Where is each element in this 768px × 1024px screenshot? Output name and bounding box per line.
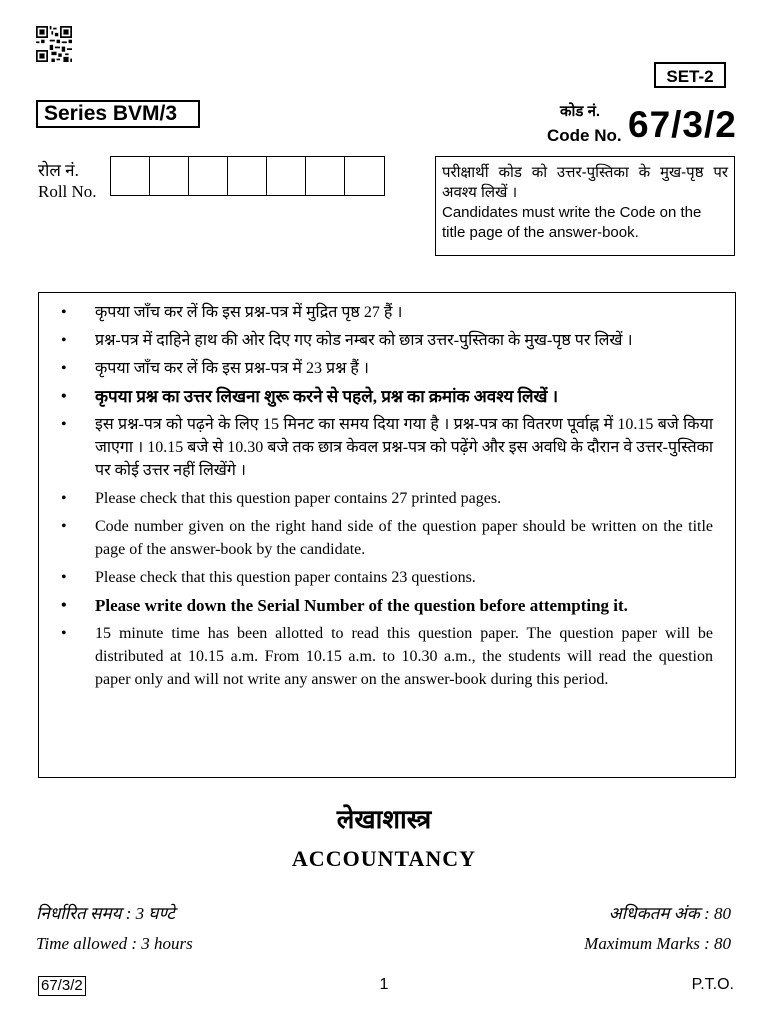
roll-label-english: Roll No. bbox=[38, 182, 97, 201]
qr-code-icon bbox=[36, 26, 72, 62]
subject-title-hindi: लेखाशास्त्र bbox=[336, 805, 432, 834]
candidate-note-box bbox=[435, 156, 735, 256]
footer-code: 67/3/2 bbox=[38, 976, 86, 996]
instruction-item: • कृपया जाँच कर लें कि इस प्रश्न-पत्र में मुद्रित पृष्ठ 27 हैं । bbox=[59, 301, 713, 324]
instruction-item: • प्रश्न-पत्र में दाहिने हाथ की ओर दिए गए कोड नम्बर को छात्र उत्तर-पुस्तिका के मुख-पृष्ठ पर लिखें । bbox=[59, 329, 713, 352]
pto-label: P.T.O. bbox=[691, 976, 734, 993]
roll-label-hindi: रोल नं. bbox=[38, 161, 79, 180]
instruction-item: • Please check that this question paper contains 23 questions. bbox=[59, 566, 713, 589]
code-label-english: Code No. bbox=[547, 126, 622, 145]
instructions-list bbox=[59, 301, 713, 691]
instruction-item: • इस प्रश्न-पत्र को पढ़ने के लिए 15 मिनट का समय दिया गया है । प्रश्न-पत्र का वितरण पूर्वाह्न में 10.15 बजे किया जाएगा । 10.15 बजे से 10.30 बजे तक छात्र केवल प्रश्न-पत्र को पढ़ेंगे और इस अवधि के दौरान वे उत्तर-पुस्तिका पर कोई उत्तर नहीं लिखेंगे । bbox=[59, 413, 713, 482]
series-label: Series BVM/3 bbox=[36, 100, 200, 128]
candidate-note-hindi: परीक्षार्थी कोड को उत्तर-पुस्तिका के मुख-पृष्ठ पर अवश्य लिखें । bbox=[442, 164, 728, 201]
roll-number-cell[interactable] bbox=[345, 157, 384, 195]
instruction-item: • कृपया प्रश्न का उत्तर लिखना शुरू करने से पहले, प्रश्न का क्रमांक अवश्य लिखें । bbox=[59, 385, 713, 408]
roll-number-cell[interactable] bbox=[267, 157, 306, 195]
roll-number-cell[interactable] bbox=[189, 157, 228, 195]
instructions-box bbox=[38, 292, 736, 778]
instruction-item: • Please write down the Serial Number of the question before attempting it. bbox=[59, 594, 713, 617]
roll-number-cell[interactable] bbox=[306, 157, 345, 195]
page-number: 1 bbox=[379, 976, 389, 993]
instruction-item: • Please check that this question paper contains 27 printed pages. bbox=[59, 487, 713, 510]
roll-number-boxes[interactable] bbox=[110, 156, 385, 196]
instruction-item: • Code number given on the right hand side of the question paper should be written on the title page of the answer-book by the candidate. bbox=[59, 515, 713, 561]
instruction-item: • 15 minute time has been allotted to read this question paper. The question paper will be distributed at 10.15 a.m. From 10.15 a.m. to 10.30 a.m., the students will read the question paper only and will not write any answer on the answer-book during this period. bbox=[59, 622, 713, 691]
code-label-hindi: कोड नं. bbox=[560, 103, 601, 120]
time-allowed-english: Time allowed : 3 hours bbox=[36, 934, 193, 953]
maximum-marks-hindi: अधिकतम अंक : 80 bbox=[608, 904, 731, 923]
instruction-item: • कृपया जाँच कर लें कि इस प्रश्न-पत्र में 23 प्रश्न हैं । bbox=[59, 357, 713, 380]
code-number: 67/3/2 bbox=[628, 104, 737, 145]
roll-number-cell[interactable] bbox=[228, 157, 267, 195]
subject-title-english: ACCOUNTANCY bbox=[291, 846, 477, 871]
candidate-note-english: Candidates must write the Code on the title page of the answer-book. bbox=[442, 204, 702, 241]
maximum-marks-english: Maximum Marks : 80 bbox=[584, 934, 731, 953]
time-allowed-hindi: निर्धारित समय : 3 घण्टे bbox=[36, 904, 175, 923]
roll-number-cell[interactable] bbox=[111, 157, 150, 195]
roll-number-cell[interactable] bbox=[150, 157, 189, 195]
set-label: SET-2 bbox=[654, 62, 726, 88]
